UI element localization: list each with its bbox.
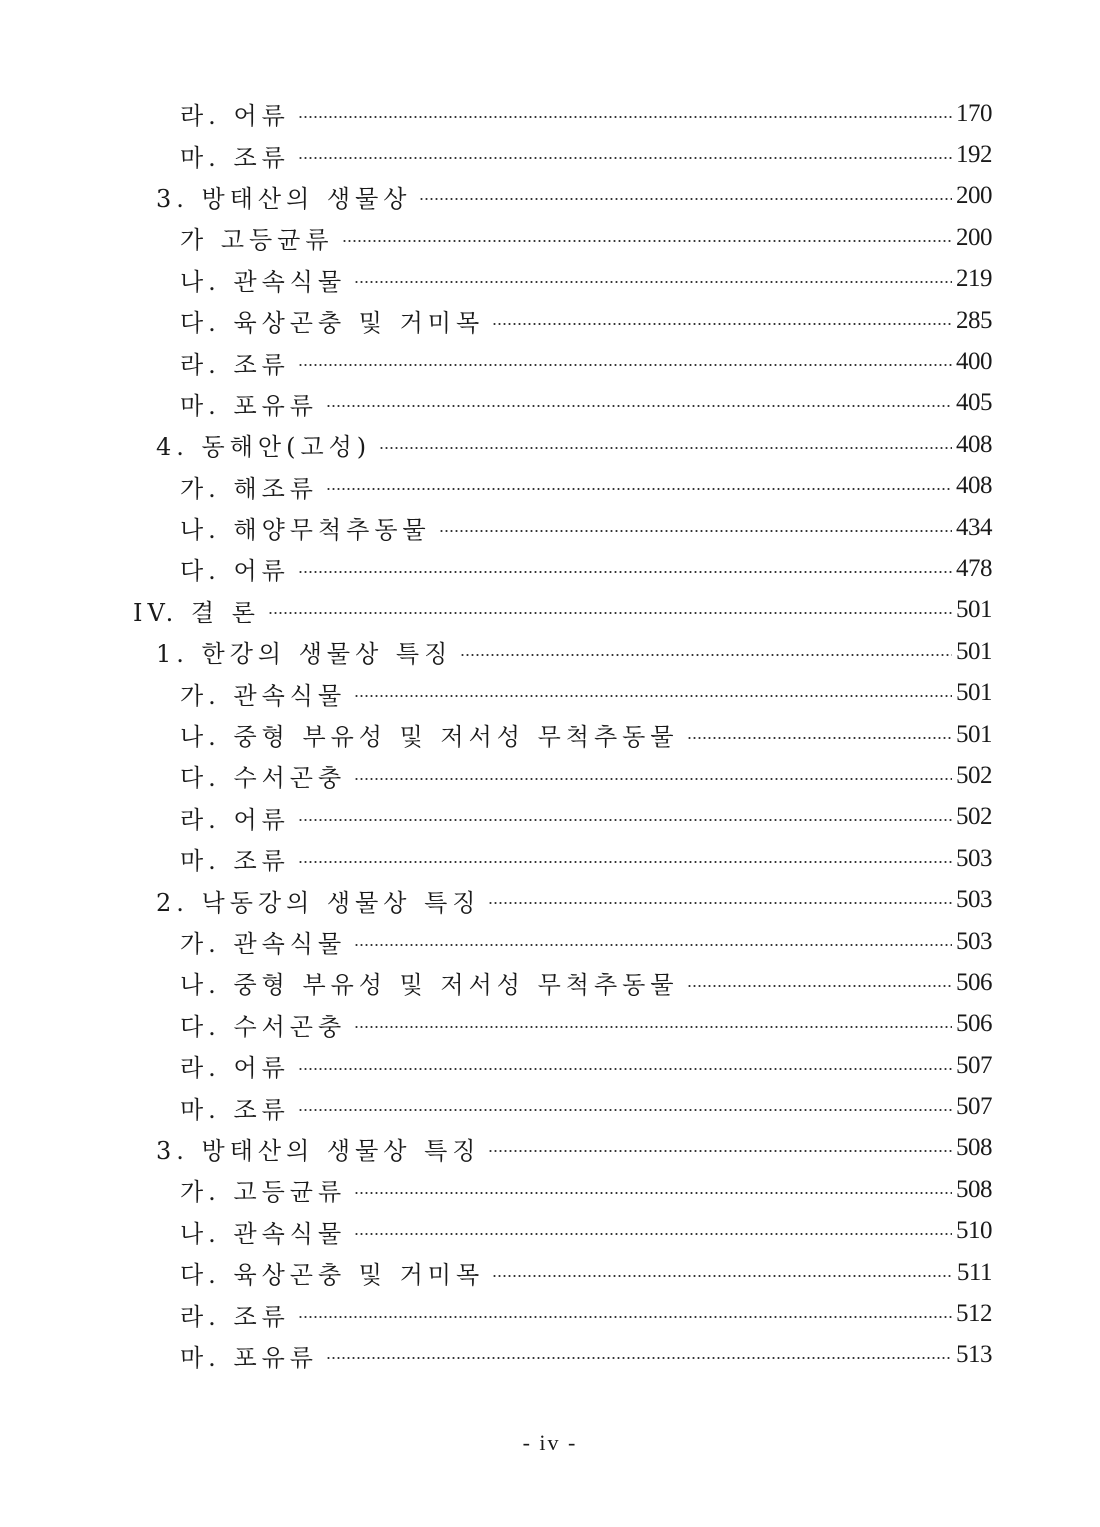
- dot-leader: [268, 612, 952, 614]
- toc-entry-title: 라. 어류: [180, 805, 290, 834]
- table-of-contents: [0, 93, 1100, 1376]
- toc-entry: [0, 1128, 1100, 1169]
- toc-entry-page-number: 219: [956, 265, 992, 293]
- dot-leader: [298, 364, 952, 366]
- toc-entry-title: 나. 해양무척추동물: [180, 516, 431, 545]
- toc-entry: [0, 1004, 1100, 1045]
- toc-entry-page-number: 405: [956, 389, 992, 417]
- dot-leader: [354, 778, 952, 780]
- toc-entry: [0, 672, 1100, 713]
- toc-entry-title: 4. 동해안(고성): [156, 433, 372, 462]
- toc-entry-page-number: 508: [956, 1175, 992, 1203]
- toc-entry-title: 나. 관속식물: [180, 1219, 347, 1248]
- toc-entry: [0, 714, 1100, 755]
- toc-entry-title: 마. 조류: [180, 143, 290, 172]
- toc-entry: [0, 341, 1100, 382]
- toc-entry: [0, 548, 1100, 589]
- toc-entry-page-number: 502: [956, 761, 992, 789]
- toc-entry-title: 마. 포유류: [180, 391, 318, 420]
- dot-leader: [492, 1275, 953, 1277]
- toc-entry-page-number: 192: [956, 141, 992, 169]
- toc-entry-title: 가. 고등균류: [180, 1178, 347, 1207]
- dot-leader: [419, 198, 952, 200]
- toc-entry-title: 3. 방태산의 생물상: [156, 184, 412, 213]
- dot-leader: [439, 530, 952, 532]
- toc-entry-page-number: 408: [956, 472, 992, 500]
- toc-entry-title: 1. 한강의 생물상 특징: [156, 640, 453, 669]
- toc-entry-title: 3. 방태산의 생물상 특징: [156, 1136, 481, 1165]
- toc-entry: [0, 838, 1100, 879]
- toc-entry-page-number: 503: [956, 844, 992, 872]
- toc-entry: [0, 921, 1100, 962]
- toc-entry-title: 라. 어류: [180, 1054, 290, 1083]
- toc-entry: [0, 1335, 1100, 1376]
- toc-entry-title: 마. 조류: [180, 1095, 290, 1124]
- toc-entry: [0, 1086, 1100, 1127]
- toc-entry-page-number: 400: [956, 348, 992, 376]
- toc-entry-title: 라. 조류: [180, 350, 290, 379]
- toc-entry: [0, 631, 1100, 672]
- toc-entry: [0, 755, 1100, 796]
- toc-entry-title: 가 고등균류: [180, 226, 334, 255]
- toc-entry: [0, 93, 1100, 134]
- toc-entry-title: IV. 결 론: [133, 598, 260, 627]
- toc-entry: [0, 383, 1100, 424]
- toc-entry-title: 나. 중형 부유성 및 저서성 무척추동물: [180, 971, 679, 1000]
- toc-entry-page-number: 200: [956, 223, 992, 251]
- dot-leader: [298, 157, 952, 159]
- dot-leader: [488, 1150, 952, 1152]
- dot-leader: [460, 654, 952, 656]
- toc-entry-title: 나. 관속식물: [180, 267, 347, 296]
- toc-entry: [0, 466, 1100, 507]
- page-number-footer: - iv -: [522, 1430, 578, 1455]
- dot-leader: [326, 488, 952, 490]
- toc-entry-page-number: 501: [956, 679, 992, 707]
- dot-leader: [354, 1192, 952, 1194]
- toc-entry-page-number: 478: [956, 554, 992, 582]
- dot-leader: [354, 1233, 952, 1235]
- toc-entry: [0, 1211, 1100, 1252]
- toc-entry-page-number: 506: [956, 968, 992, 996]
- toc-entry-page-number: 506: [956, 1010, 992, 1038]
- toc-entry-title: 가. 해조류: [180, 474, 318, 503]
- toc-entry-page-number: 507: [956, 1051, 992, 1079]
- toc-entry: [0, 879, 1100, 920]
- toc-entry-page-number: 508: [956, 1134, 992, 1162]
- dot-leader: [298, 116, 952, 118]
- toc-entry: [0, 424, 1100, 465]
- toc-entry-title: 2. 낙동강의 생물상 특징: [156, 888, 481, 917]
- toc-entry-page-number: 501: [956, 596, 992, 624]
- toc-entry-title: 마. 조류: [180, 847, 290, 876]
- dot-leader: [354, 695, 952, 697]
- toc-entry-title: 가. 관속식물: [180, 681, 347, 710]
- dot-leader: [379, 447, 952, 449]
- toc-entry-title: 다. 육상곤충 및 거미목: [180, 1261, 485, 1290]
- toc-entry: [0, 507, 1100, 548]
- toc-entry-page-number: 200: [956, 182, 992, 210]
- dot-leader: [354, 944, 952, 946]
- toc-entry: [0, 300, 1100, 341]
- toc-entry: [0, 259, 1100, 300]
- toc-entry-page-number: 434: [956, 513, 992, 541]
- toc-entry-page-number: 510: [956, 1217, 992, 1245]
- dot-leader: [342, 240, 952, 242]
- toc-entry-title: 라. 조류: [180, 1302, 290, 1331]
- dot-leader: [298, 861, 952, 863]
- dot-leader: [298, 1068, 952, 1070]
- toc-entry: [0, 1252, 1100, 1293]
- dot-leader: [298, 819, 952, 821]
- dot-leader: [326, 1357, 952, 1359]
- dot-leader: [687, 737, 952, 739]
- dot-leader: [326, 405, 952, 407]
- toc-entry-page-number: 507: [956, 1093, 992, 1121]
- toc-entry-page-number: 512: [956, 1300, 992, 1328]
- toc-entry-title: 다. 수서곤충: [180, 1012, 347, 1041]
- toc-entry-title: 가. 관속식물: [180, 930, 347, 958]
- toc-entry-page-number: 503: [956, 927, 992, 955]
- dot-leader: [492, 323, 952, 325]
- toc-entry: [0, 176, 1100, 217]
- toc-entry-title: 라. 어류: [180, 102, 290, 131]
- dot-leader: [354, 281, 952, 283]
- dot-leader: [298, 1109, 952, 1111]
- toc-entry: [0, 590, 1100, 631]
- dot-leader: [354, 1026, 952, 1028]
- dot-leader: [298, 571, 952, 573]
- toc-entry: [0, 797, 1100, 838]
- toc-entry-title: 마. 포유류: [180, 1343, 318, 1372]
- toc-entry-page-number: 502: [956, 803, 992, 831]
- toc-entry-title: 다. 육상곤충 및 거미목: [180, 309, 485, 338]
- dot-leader: [298, 1316, 952, 1318]
- toc-entry-page-number: 501: [956, 720, 992, 748]
- toc-entry-page-number: 511: [956, 1258, 992, 1286]
- toc-entry: [0, 962, 1100, 1003]
- toc-entry-page-number: 170: [956, 99, 992, 127]
- toc-entry: [0, 134, 1100, 175]
- toc-entry-title: 다. 수서곤충: [180, 764, 347, 793]
- toc-entry-page-number: 513: [956, 1341, 992, 1369]
- toc-entry-page-number: 408: [956, 430, 992, 458]
- toc-entry-title: 나. 중형 부유성 및 저서성 무척추동물: [180, 723, 679, 752]
- toc-entry: [0, 1169, 1100, 1210]
- toc-entry-page-number: 501: [956, 637, 992, 665]
- toc-entry-page-number: 285: [956, 306, 992, 334]
- toc-entry-title: 다. 어류: [180, 557, 290, 586]
- toc-entry-page-number: 503: [956, 886, 992, 914]
- dot-leader: [488, 902, 952, 904]
- toc-entry: [0, 1293, 1100, 1334]
- toc-entry: [0, 1045, 1100, 1086]
- toc-entry: [0, 217, 1100, 258]
- dot-leader: [687, 985, 952, 987]
